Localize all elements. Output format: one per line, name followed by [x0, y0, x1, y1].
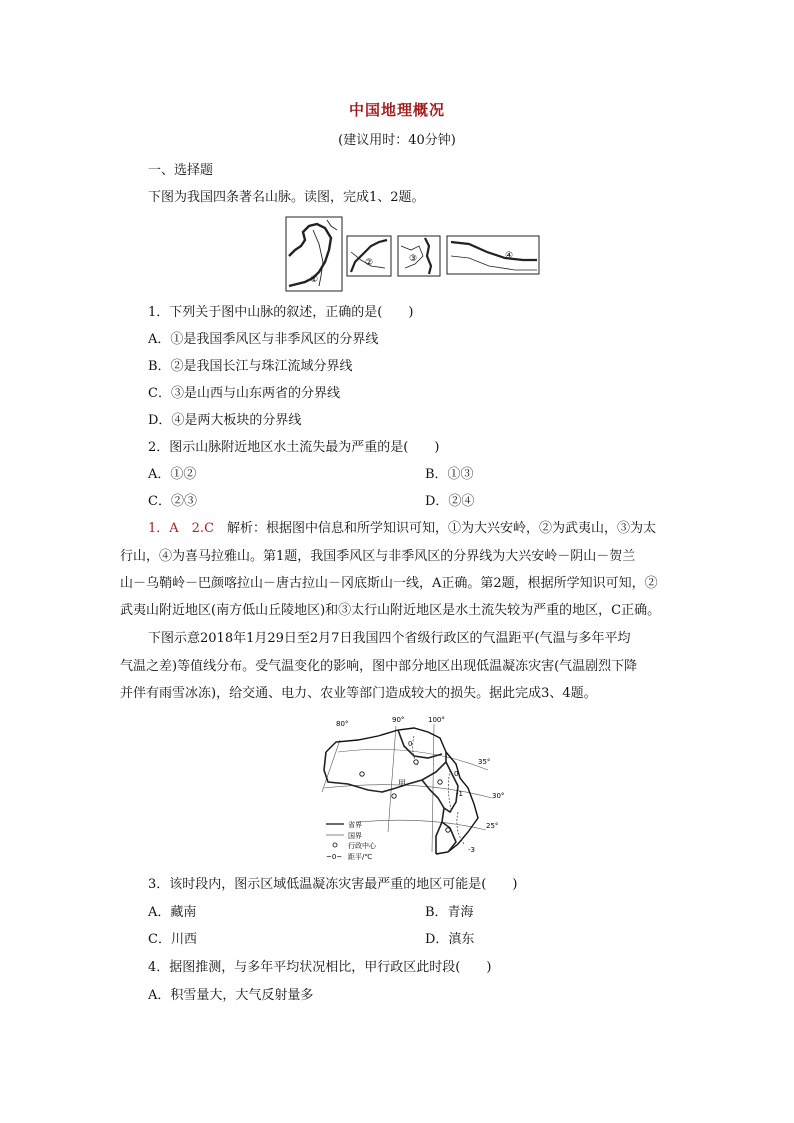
- intro-text-2-line-3: 并伴有雨雪冰冻)，给交通、电力、农业等部门造成较大的损失。据此完成3、4题。: [120, 686, 597, 701]
- question-1-option-c: C．③是山西与山东两省的分界线: [148, 386, 340, 401]
- latitude-label-25: 25°: [486, 822, 499, 830]
- question-3-stem: 3．该时段内，图示区域低温凝冻灾害最严重的地区可能是( ): [148, 877, 518, 892]
- temperature-anomaly-map: [318, 712, 518, 864]
- question-1-option-d: D．④是两大板块的分界线: [148, 413, 302, 428]
- isoline-label-0-b: 0: [454, 770, 459, 778]
- legend-province-boundary: 省界: [348, 821, 362, 829]
- legend-anomaly: 距平/℃: [348, 853, 373, 861]
- answer-explanation-line-4: 武夷山附近地区(南方低山丘陵地区)和③太行山附近地区是水土流失较为严重的地区，C正确。: [120, 603, 661, 618]
- latitude-label-30: 30°: [492, 792, 505, 800]
- question-4-option-a: A．积雪量大，大气反射量多: [148, 988, 314, 1003]
- question-2-option-c: C．②③: [148, 494, 197, 509]
- page-title: 中国地理概况: [348, 101, 445, 119]
- map-label-3: ③: [409, 254, 418, 264]
- answer-explanation-line-3: 山－乌鞘岭－巴颜喀拉山－唐古拉山－冈底斯山一线，A正确。第2题，根据所学知识可知，②: [120, 576, 658, 591]
- question-2-option-d: D．②④: [425, 494, 475, 509]
- legend-isoline-symbol: ~0~: [326, 853, 343, 861]
- answer-explanation-line-1: [148, 521, 656, 537]
- question-2-option-b: B．①③: [425, 467, 474, 482]
- question-2-option-a: A．①②: [148, 467, 197, 482]
- map-label-1: ①: [310, 275, 319, 285]
- map-label-2: ②: [365, 258, 374, 268]
- question-1-option-a: A．①是我国季风区与非季风区的分界线: [148, 332, 379, 347]
- isoline-label-minus-3: -3: [468, 846, 475, 854]
- latitude-label-35: 35°: [478, 758, 491, 766]
- isoline-label-minus-1: -1: [456, 790, 463, 798]
- mountain-map-figure: [285, 216, 541, 294]
- intro-text-2-line-2: 气温之差)等值线分布。受气温变化的影响，图中部分地区出现低温凝冻灾害(气温剧烈下降: [120, 659, 638, 674]
- answer-key: 1．A 2.C: [148, 521, 215, 536]
- intro-text-2-line-1: 下图示意2018年1月29日至2月7日我国四个省级行政区的气温距平(气温与多年平均: [148, 631, 631, 646]
- question-3-option-d: D．滇东: [425, 932, 475, 947]
- map-panel-4: [447, 236, 539, 274]
- question-3-option-b: B．青海: [425, 905, 474, 920]
- map-panel-2: [347, 236, 391, 276]
- question-1-stem: 1．下列关于图中山脉的叙述，正确的是( ): [148, 305, 414, 320]
- map-panel-3: [398, 236, 440, 276]
- longitude-label-80: 80°: [336, 720, 349, 728]
- subtitle: (建议用时：40分钟): [338, 133, 456, 148]
- question-3-option-c: C．川西: [148, 932, 197, 947]
- map-legend: [326, 820, 377, 861]
- longitude-label-100: 100°: [428, 716, 445, 724]
- map-label-4: ④: [505, 251, 514, 261]
- isoline-label-0-a: 0: [408, 740, 413, 748]
- region-label-jia: 甲: [398, 779, 406, 788]
- intro-text-1: 下图为我国四条著名山脉。读图，完成1、2题。: [148, 190, 425, 205]
- longitude-label-90: 90°: [392, 716, 405, 724]
- question-1-option-b: B．②是我国长江与珠江流域分界线: [148, 359, 353, 374]
- legend-national-boundary: 国界: [348, 832, 362, 840]
- question-4-stem: 4．据图推测，与多年平均状况相比，甲行政区此时段( ): [148, 960, 492, 975]
- answer-text-1: 解析：根据图中信息和所学知识可知，①为大兴安岭，②为武夷山，③为太: [227, 521, 657, 536]
- legend-admin-center: 行政中心: [348, 842, 376, 850]
- section-heading: 一、选择题: [148, 163, 214, 178]
- question-2-stem: 2．图示山脉附近地区水土流失最为严重的是( ): [148, 440, 440, 455]
- question-3-option-a: A．藏南: [148, 905, 197, 920]
- answer-explanation-line-2: 行山，④为喜马拉雅山。第1题，我国季风区与非季风区的分界线为大兴安岭－阴山－贺兰: [120, 549, 636, 564]
